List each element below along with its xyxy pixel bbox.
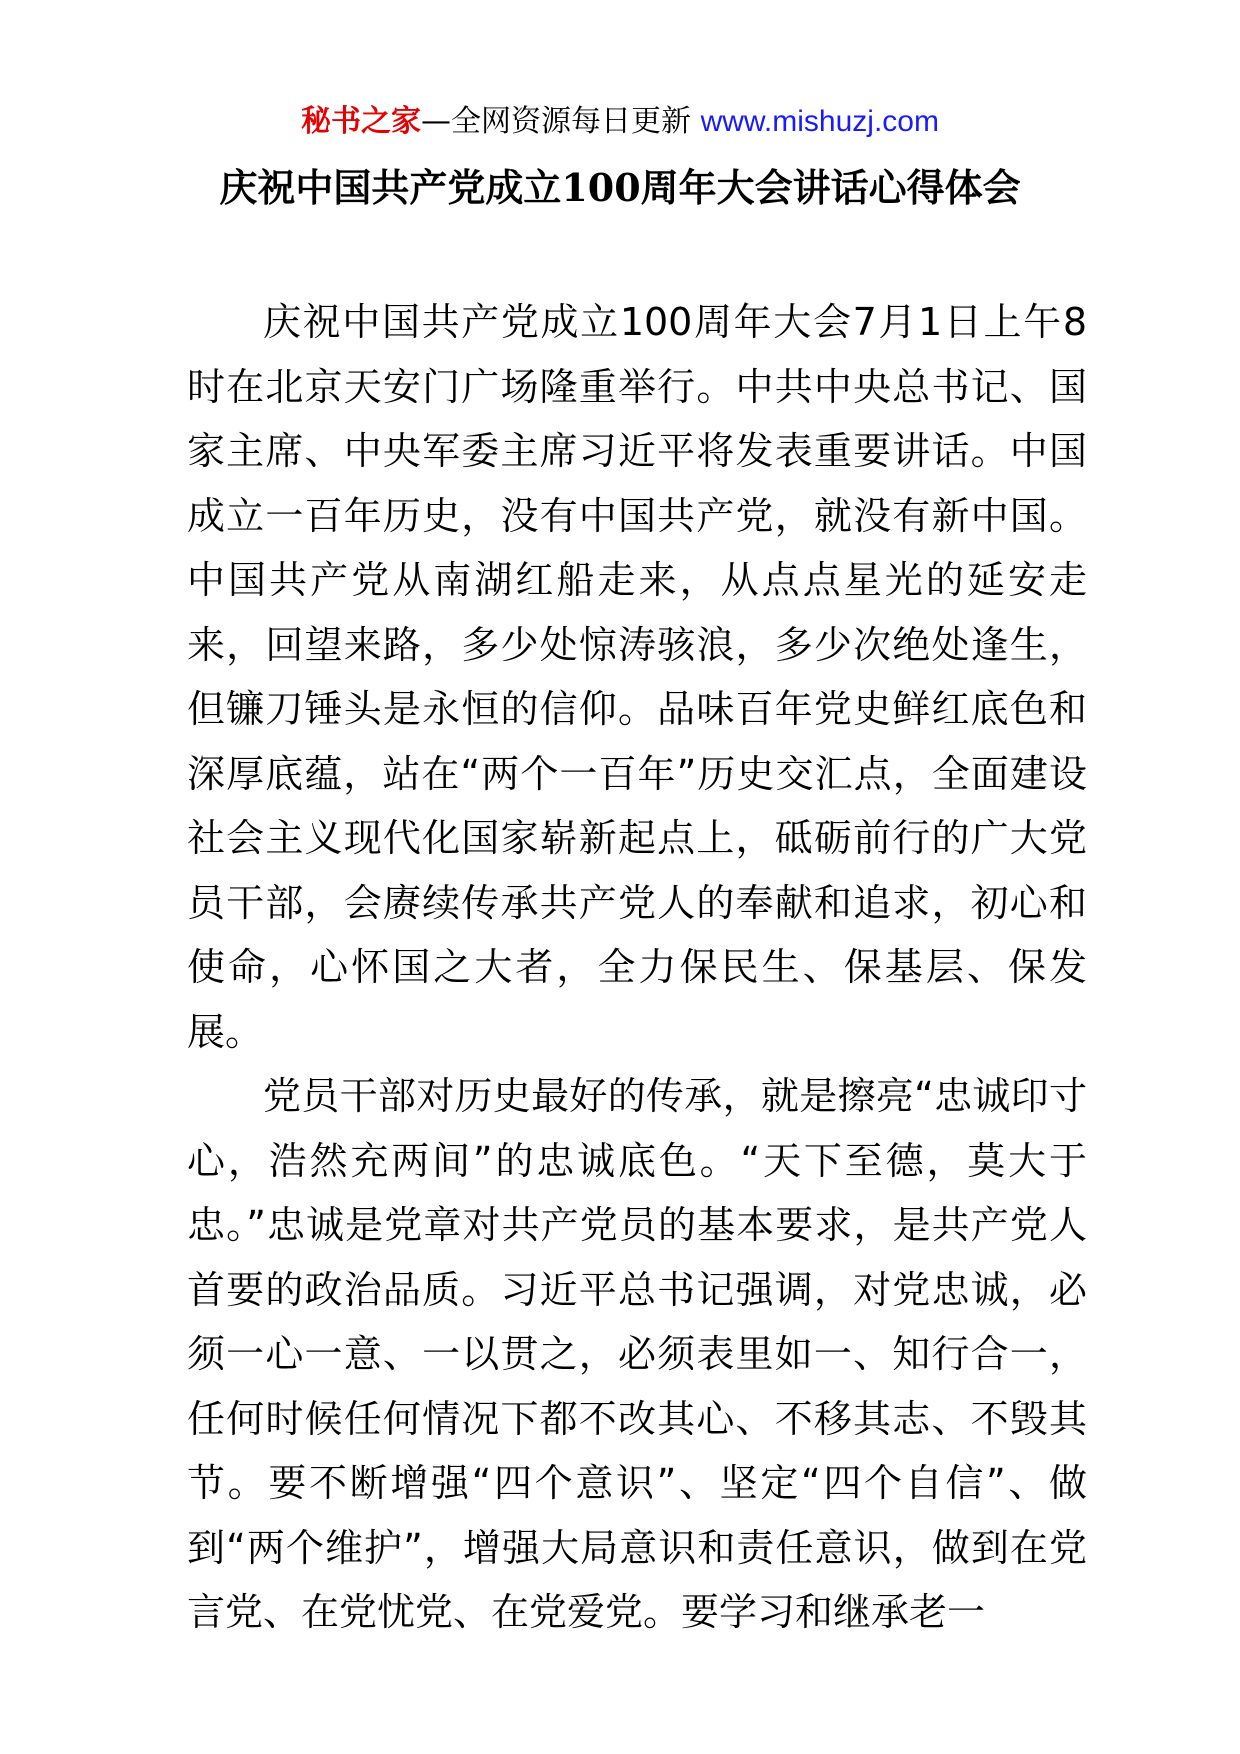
site-url-link[interactable]: www.mishuzj.com [700,105,939,138]
brand-name: 秘书之家 [301,104,422,139]
paragraph-1: 庆祝中国共产党成立100周年大会7月1日上午8时在北京天安门广场隆重举行。中共中央总书记、国家主席、中央军委主席习近平将发表重要讲话。中国成立一百年历史，没有中国共产党，就没有新中国。中国共产党从南湖红船走来，从点点星光的延安走来，回望来路，多少处惊涛骇浪，多少次绝处逢生，但镰刀锤头是永恒的信仰。品味百年党史鲜红底色和深厚底蕴，站在“两个一百年”历史交汇点，全面建设社会主义现代化国家崭新起点上，砥砺前行的广大党员干部，会赓续传承共产党人的奉献和追求，初心和使命，心怀国之大者，全力保民生、保基层、保发展。 [187,300,1087,1054]
document-title: 庆祝中国共产党成立100周年大会讲话心得体会 [219,165,1021,210]
paragraph-2: 党员干部对历史最好的传承，就是擦亮“忠诚印寸心，浩然充两间”的忠诚底色。“天下至德，莫大于忠。”忠诚是党章对共产党员的基本要求，是共产党人首要的政治品质。习近平总书记强调，对党忠诚，必须一心一意、一以贯之，必须表里如一、知行合一，任何时候任何情况下都不改其心、不移其志、不毁其节。要不断增强“四个意识”、坚定“四个自信”、做到“两个维护”，增强大局意识和责任意识，做到在党言党、在党忧党、在党爱党。要学习和继承老一 [187,1074,1087,1634]
header-slogan: —全网资源每日更新 [421,104,701,139]
document-body [187,290,1087,1645]
site-header [0,100,1240,144]
